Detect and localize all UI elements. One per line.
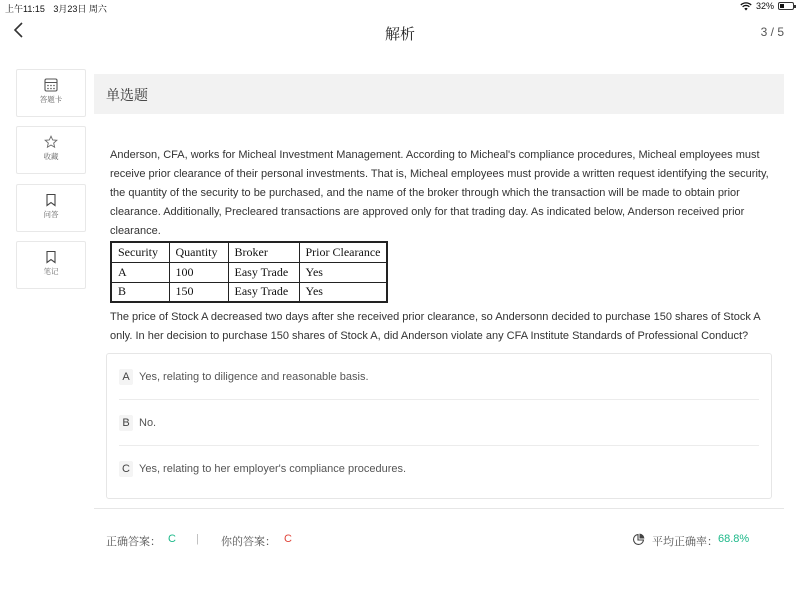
bookmark-icon	[44, 250, 58, 264]
correct-answer-label: 正确答案：	[106, 536, 161, 548]
option-text: No.	[139, 417, 157, 429]
table-header-row	[111, 242, 387, 262]
answer-separator: |	[196, 533, 199, 545]
page-counter: 3 / 5	[760, 25, 784, 39]
clearance-table	[110, 241, 388, 303]
bookmark-icon	[44, 193, 58, 207]
status-right	[740, 1, 794, 11]
sidebar-item-label: 答题卡	[39, 95, 63, 104]
sidebar-item-answer-card[interactable]	[16, 69, 86, 117]
question-prompt-text: The price of Stock A decreased two days after she received prior clearance, so Andersonn decided to purchase 150 shares of Stock A only. In her decision to purchase 150 shares of Stock A, did Anderson violate any CFA Institute Standards of Professional Conduct?	[110, 311, 760, 342]
table-row	[111, 262, 387, 282]
option-text: Yes, relating to her employer's compliance procedures.	[139, 463, 407, 475]
table-header: Quantity	[169, 242, 228, 262]
accuracy-rate-value: 68.8%	[718, 533, 750, 545]
option-c[interactable]	[119, 446, 759, 492]
table-cell: Easy Trade	[228, 282, 299, 302]
divider	[94, 508, 784, 509]
sidebar-item-qa[interactable]	[16, 184, 86, 232]
status-time: 上午11:15	[5, 4, 45, 14]
accuracy-rate-label: 平均正确率：	[652, 536, 718, 548]
table-row	[111, 282, 387, 302]
option-letter: B	[119, 415, 133, 431]
your-answer-label: 你的答案：	[221, 536, 276, 548]
battery-fill	[780, 4, 784, 8]
table-cell: 100	[169, 262, 228, 282]
question-intro-text: Anderson, CFA, works for Micheal Investment Management. According to Micheal's compliance procedures, Micheal employees must receive prior clearance of their personal investments. That is, Micheal employees must provide a written request identifying the security, the quantity of the security to be purchased, and the name of the broker through which the transaction will be made to obtain prior clearance. Additionally, Precleared transactions are approved only for that trading day. As indicated below, Anderson received prior clearance.	[110, 149, 769, 237]
battery-icon	[778, 2, 794, 10]
correct-answer-value: C	[168, 533, 176, 545]
option-letter: C	[119, 461, 133, 477]
sidebar-item-label: 收藏	[43, 152, 59, 161]
table-header: Security	[111, 242, 169, 262]
sidebar-item-notes[interactable]	[16, 241, 86, 289]
sidebar-item-label: 问答	[43, 210, 59, 219]
table-header: Broker	[228, 242, 299, 262]
page-title: 解析	[384, 26, 415, 43]
pie-chart-icon	[632, 533, 645, 546]
star-icon	[44, 135, 58, 149]
sidebar-item-favorite[interactable]	[16, 126, 86, 174]
battery-percent: 32%	[755, 1, 774, 11]
table-cell: Easy Trade	[228, 262, 299, 282]
option-b[interactable]	[119, 400, 759, 446]
table-cell: Yes	[299, 282, 387, 302]
answer-card-icon	[44, 78, 58, 92]
options-panel	[106, 353, 772, 499]
table-cell: Yes	[299, 262, 387, 282]
option-text: Yes, relating to diligence and reasonable basis.	[139, 371, 369, 383]
table-cell: B	[111, 282, 169, 302]
your-answer-value: C	[284, 533, 292, 545]
wifi-icon	[740, 2, 752, 11]
table-cell: A	[111, 262, 169, 282]
sidebar-item-label: 笔记	[43, 267, 59, 276]
status-bar	[0, 0, 800, 14]
table-header: Prior Clearance	[299, 242, 387, 262]
question-type-header	[94, 74, 784, 114]
option-a[interactable]	[119, 354, 759, 400]
status-date: 3月23日 周六	[53, 4, 107, 14]
nav-bar	[0, 14, 800, 50]
option-letter: A	[119, 369, 133, 385]
table-cell: 150	[169, 282, 228, 302]
answer-bar	[106, 533, 772, 549]
question-type: 单选题	[106, 87, 148, 103]
